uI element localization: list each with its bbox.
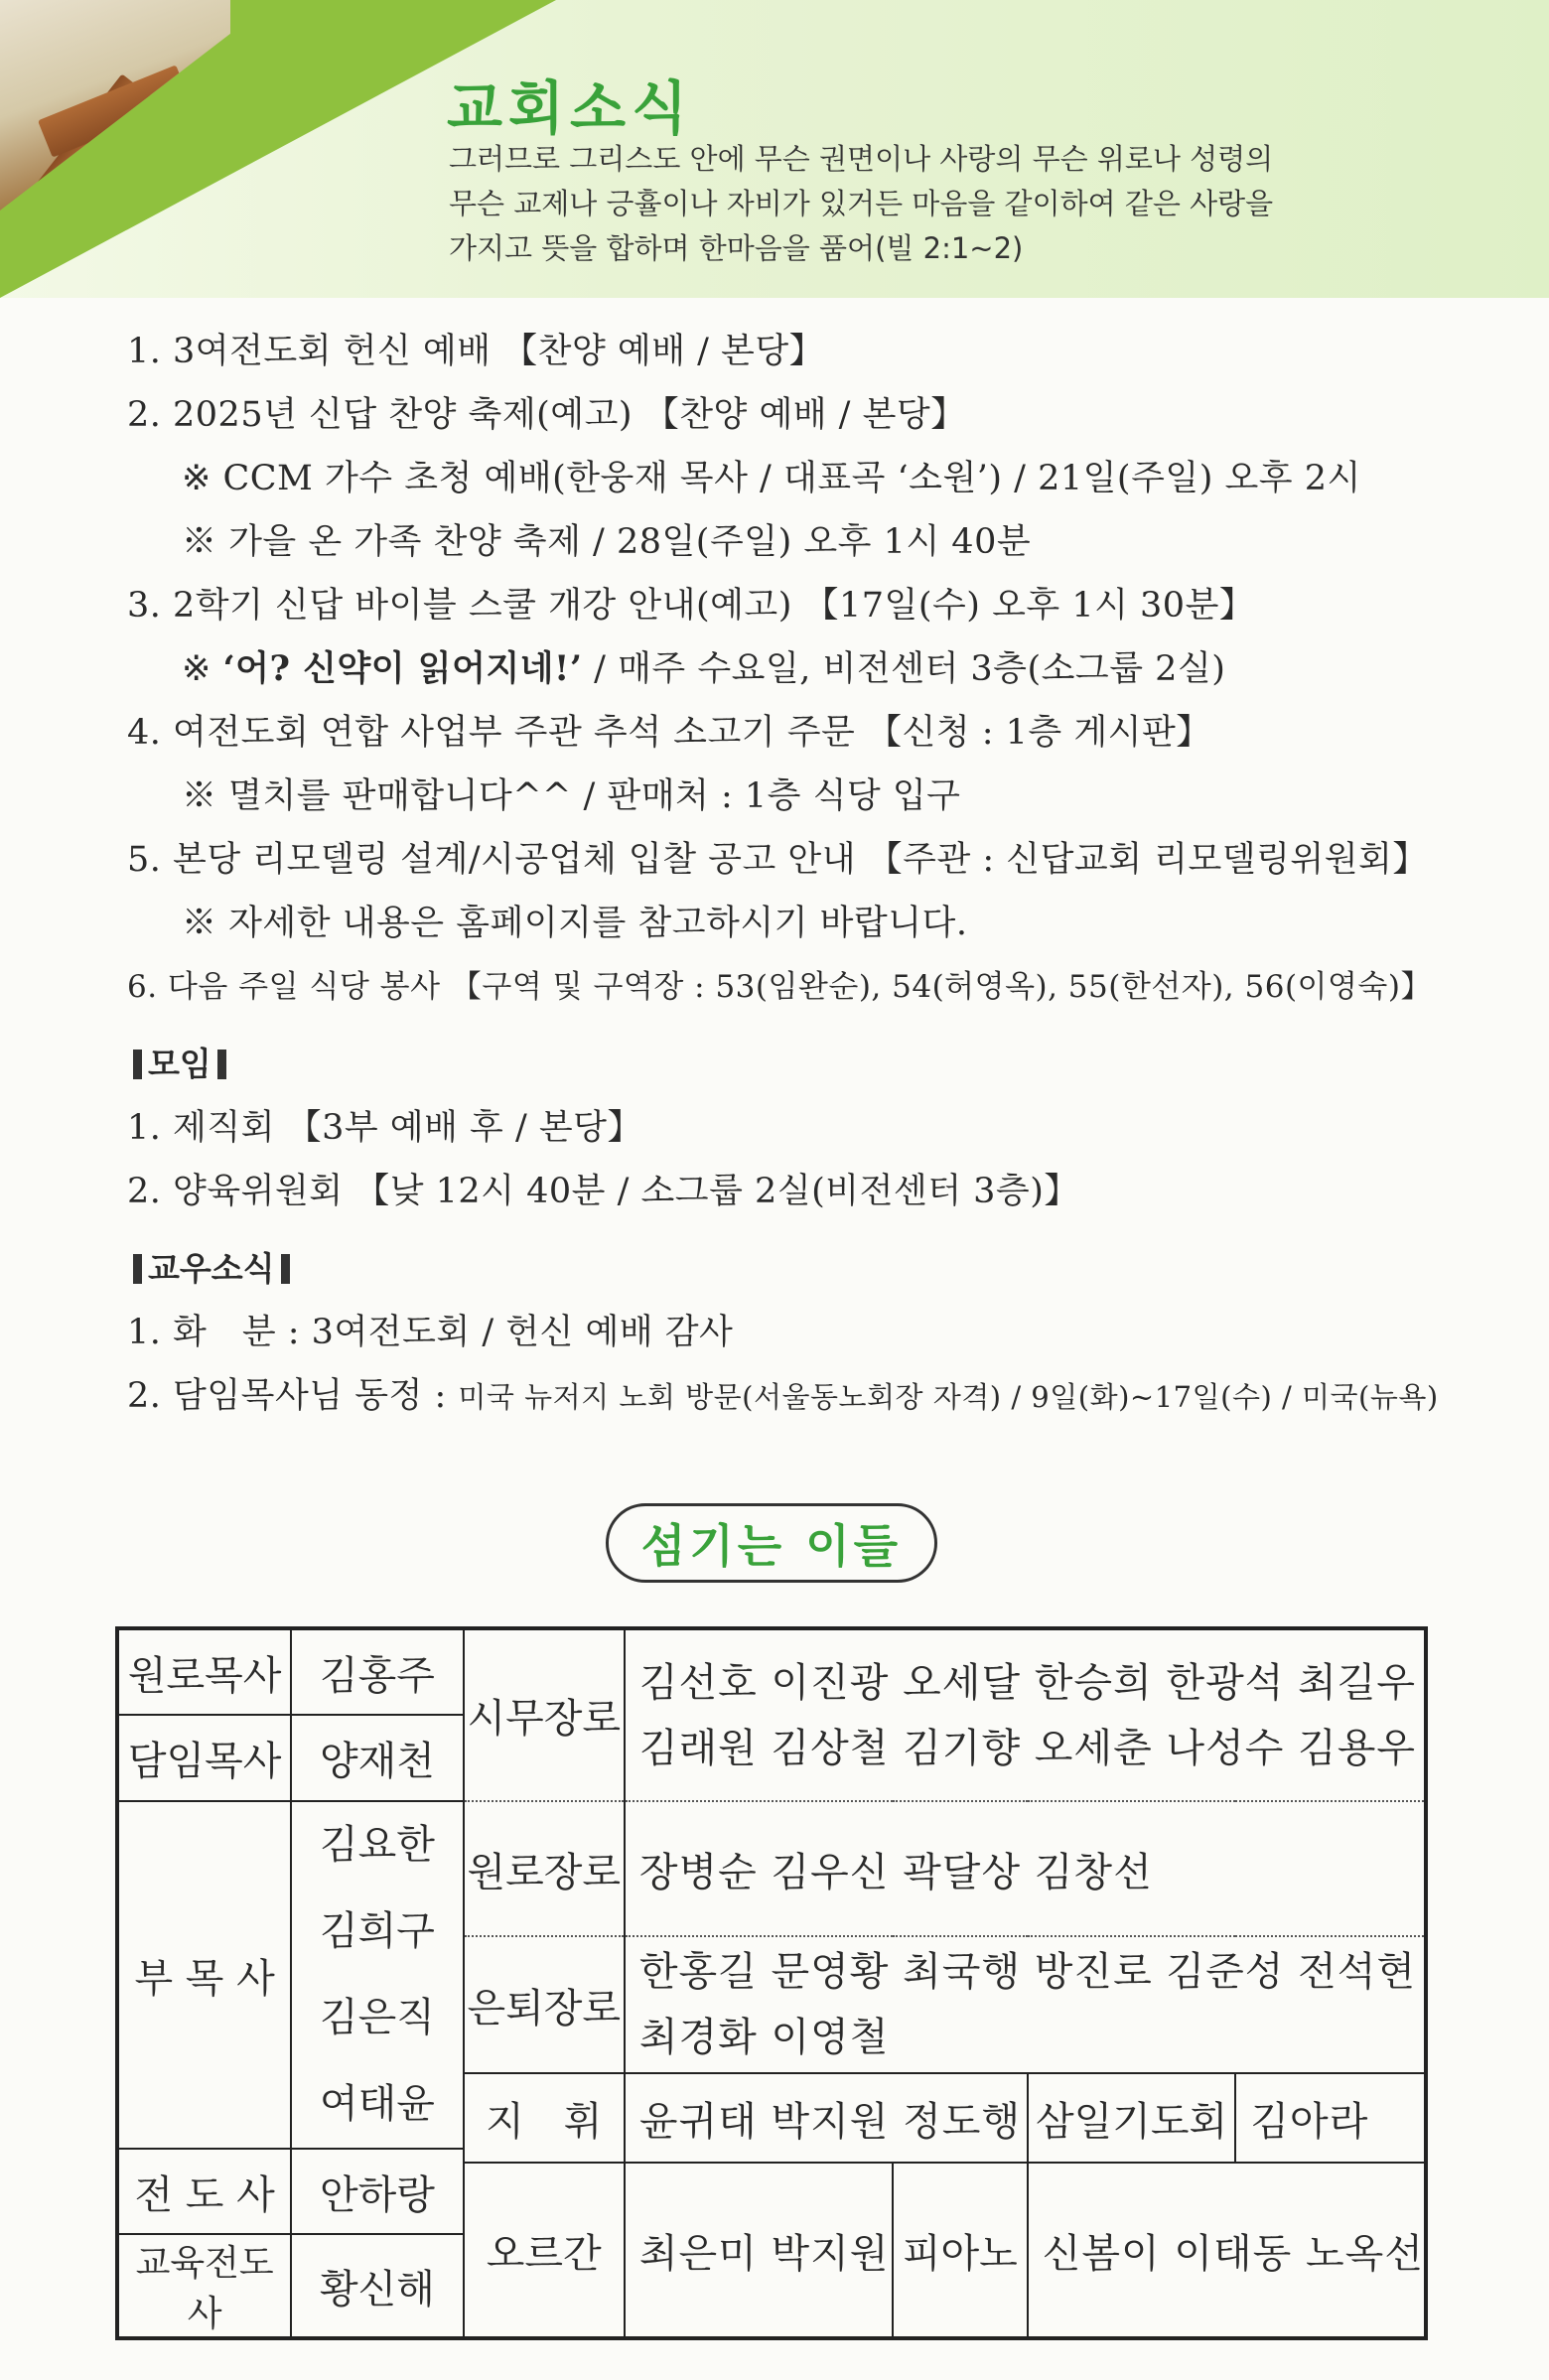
role-label: 담임목사: [117, 1715, 291, 1801]
heading-text: 교우소식: [148, 1249, 275, 1288]
notice-item: 3. 2학기 신답 바이블 스쿨 개강 안내(예고) 【17일(수) 오후 1시 30분】: [127, 586, 1255, 626]
person-name: 양재천: [291, 1715, 463, 1801]
news-label: 2. 담임목사님 동정 :: [127, 1376, 459, 1416]
notice-subitem: ※ 가을 온 가족 찬양 축제 / 28일(주일) 오후 1시 40분: [182, 522, 1032, 562]
notice-subitem: ※ CCM 가수 초청 예배(한웅재 목사 / 대표곡 ‘소원’) / 21일(주일) 오후 2시: [182, 459, 1361, 498]
associate-pastors: [291, 1801, 463, 2149]
conductor-names: 윤귀태 박지원 정도행: [625, 2073, 1028, 2163]
verse-line: 그러므로 그리스도 안에 무슨 권면이나 사랑의 무슨 위로나 성령의: [449, 142, 1274, 176]
person-name: 황신해: [291, 2234, 463, 2338]
note-mark: ※: [182, 649, 223, 689]
meetings-heading: [127, 1033, 1517, 1096]
role-label: 전 도 사: [117, 2149, 291, 2234]
members-news-item: 1. 화 분 : 3여전도회 / 헌신 예배 감사: [127, 1313, 734, 1352]
person-name: 김희구: [319, 1908, 435, 1954]
servers-table: [115, 1626, 1428, 2340]
role-label: 원로장로: [464, 1801, 625, 1936]
person-name: 김요한: [319, 1822, 435, 1868]
scripture-verse: [449, 137, 1442, 271]
emeritus-elders-names: 장병순 김우신 곽달상 김창선: [625, 1801, 1426, 1936]
role-label: 피아노: [893, 2163, 1028, 2338]
role-label: 오르간: [464, 2163, 625, 2338]
role-label: 시무장로: [464, 1628, 625, 1801]
page-title: 교회소식: [447, 74, 694, 142]
person-name: 김은직: [319, 1995, 435, 2040]
names-line: 최경화 이영철: [638, 2015, 890, 2060]
person-name: 안하랑: [291, 2149, 463, 2234]
notice-detail: / 매주 수요일, 비전센터 3층(소그룹 2실): [582, 649, 1226, 689]
active-elders-names: [625, 1628, 1426, 1801]
heading-bar: [133, 1050, 142, 1079]
heading-bar: [133, 1254, 142, 1284]
meeting-item: 2. 양육위원회 【낮 12시 40분 / 소그룹 2실(비전센터 3층)】: [127, 1172, 1079, 1211]
notice-subitem: ※ 자세한 내용은 홈페이지를 참고하시기 바랍니다.: [182, 904, 968, 943]
news-detail: 미국 뉴저지 노회 방문(서울동노회장 자격) / 9일(화)~17일(수) / 미국(뉴욕): [458, 1380, 1439, 1414]
notice-subitem: [127, 637, 1517, 701]
role-label: 원로목사: [117, 1628, 291, 1715]
members-news-heading: [127, 1237, 1517, 1301]
names-line: 김선호 이진광 오세달 한승희 한광석 최길우: [638, 1659, 1416, 1706]
pianist-names: 신봄이 이태동 노옥선: [1028, 2163, 1426, 2338]
retired-elders-names: [625, 1936, 1426, 2073]
notices-list: [127, 320, 1517, 1428]
role-label: 지 휘: [464, 2073, 625, 2163]
heading-bar: [217, 1050, 226, 1079]
role-label: 교육전도사: [117, 2234, 291, 2338]
organist-names: 최은미 박지원: [625, 2163, 893, 2338]
notice-item: 4. 여전도회 연합 사업부 주관 추석 소고기 주문 【신청 : 1층 게시판】: [127, 713, 1211, 753]
heading-text: 모임: [148, 1045, 211, 1083]
servers-title: 섬기는 이들: [606, 1503, 937, 1583]
meeting-item: 1. 제직회 【3부 예배 후 / 본당】: [127, 1108, 642, 1148]
role-label: 은퇴장로: [464, 1936, 625, 2073]
notice-item: 6. 다음 주일 식당 봉사 【구역 및 구역장 : 53(임완순), 54(허영옥), 55(한선자), 56(이영숙)】: [127, 969, 1432, 1005]
verse-line: 무슨 교제나 긍휼이나 자비가 있거든 마음을 같이하여 같은 사랑을: [449, 187, 1274, 220]
members-news-item: [127, 1364, 1517, 1428]
notice-item: 2. 2025년 신답 찬양 축제(예고) 【찬양 예배 / 본당】: [127, 395, 966, 435]
person-name: 김홍주: [291, 1628, 463, 1715]
person-name: 여태윤: [319, 2081, 435, 2127]
notice-subitem: ※ 멸치를 판매합니다^^ / 판매처 : 1층 식당 입구: [182, 776, 961, 816]
person-name: 김아라: [1235, 2073, 1426, 2163]
heading-bar: [281, 1254, 290, 1284]
role-label: 삼일기도회: [1028, 2073, 1236, 2163]
role-label: 부 목 사: [117, 1801, 291, 2149]
names-line: 김래원 김상철 김기향 오세춘 나성수 김용우: [638, 1725, 1416, 1771]
notice-item: 1. 3여전도회 헌신 예배 【찬양 예배 / 본당】: [127, 332, 825, 371]
notice-item: 5. 본당 리모델링 설계/시공업체 입찰 공고 안내 【주관 : 신답교회 리모델링위원회】: [127, 840, 1428, 880]
bible-school-title: ‘어? 신약이 읽어지네!’: [222, 648, 583, 689]
names-line: 한홍길 문영황 최국행 방진로 김준성 전석현: [638, 1949, 1416, 1995]
verse-line: 가지고 뜻을 합하며 한마음을 품어(빌 2:1~2): [449, 231, 1024, 265]
